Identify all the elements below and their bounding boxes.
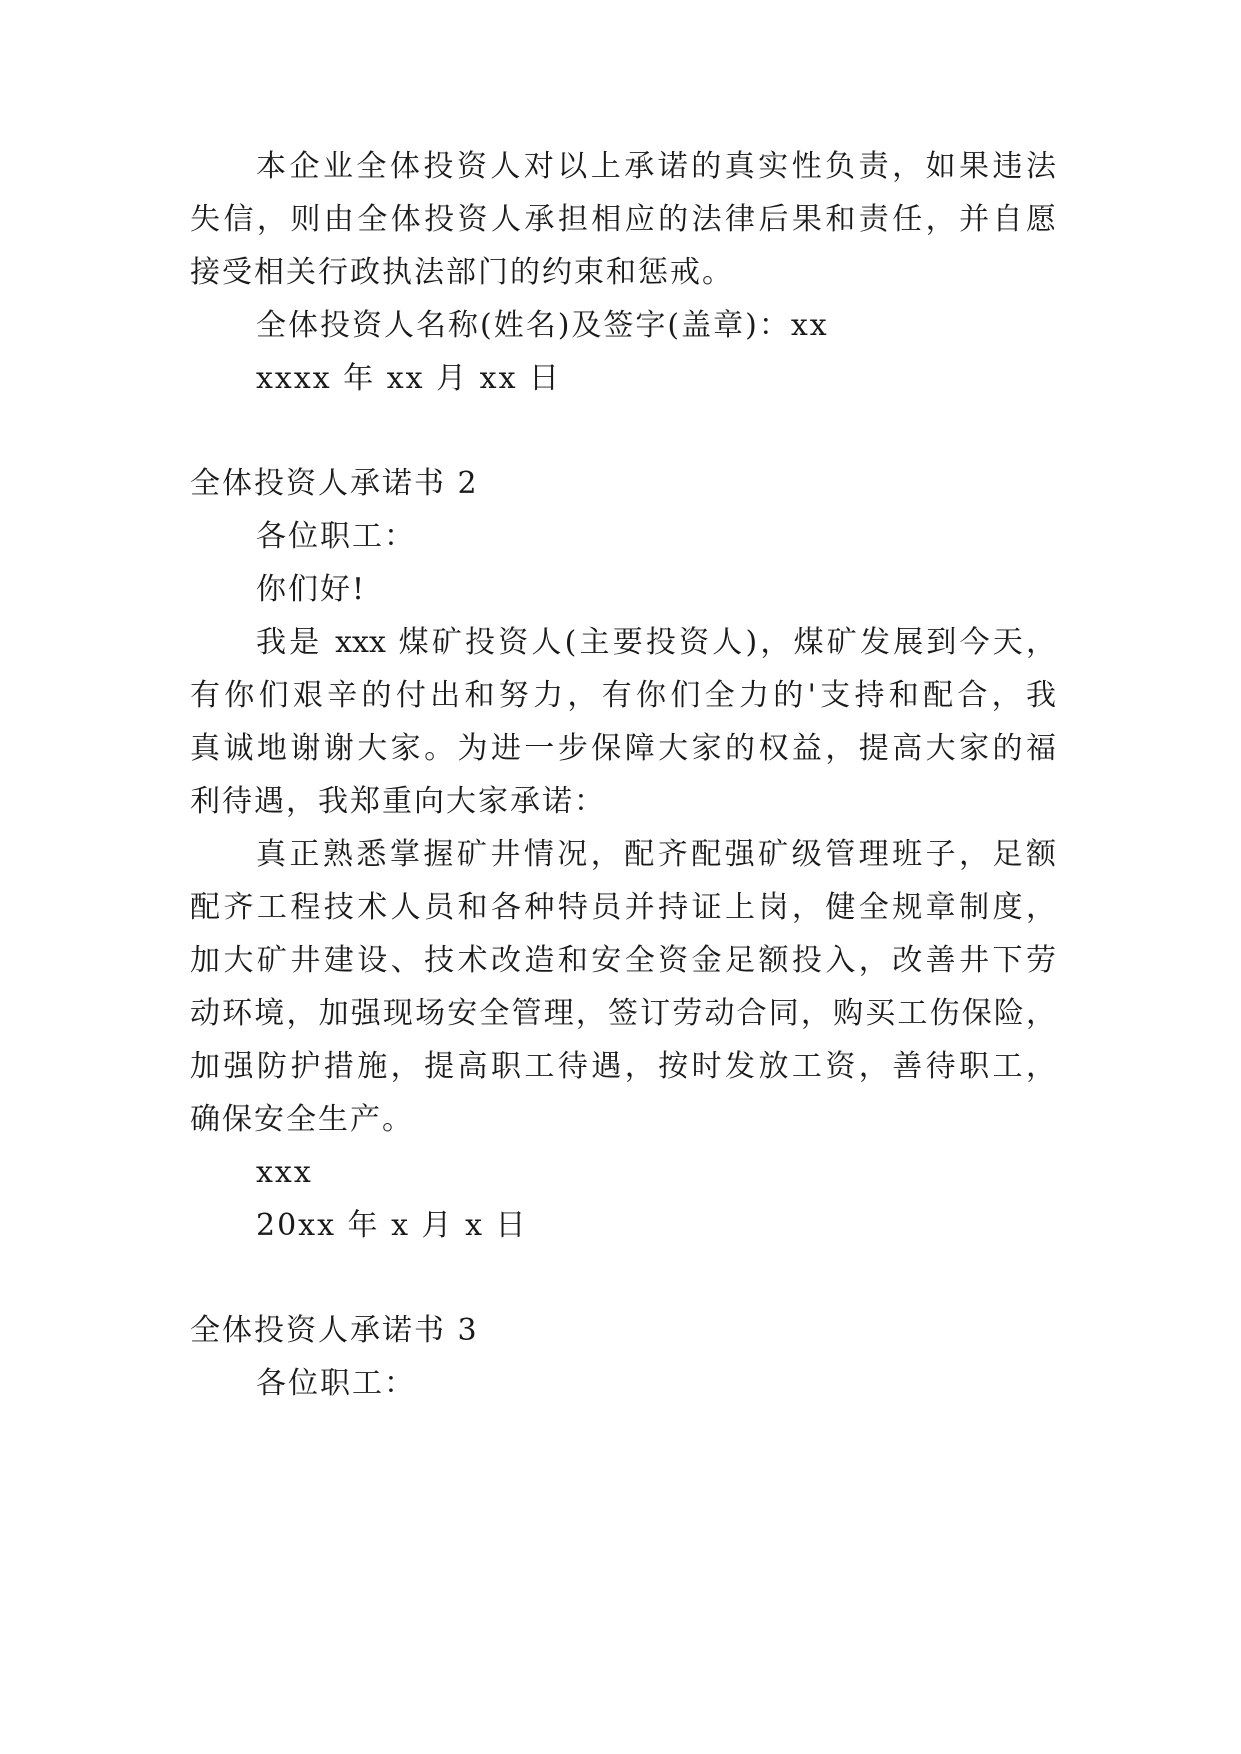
paragraph-line: 动环境，加强现场安全管理，签订劳动合同，购买工伤保险， [190,996,1056,1031]
paragraph-line: 真正熟悉掌握矿井情况，配齐配强矿级管理班子，足额 [256,837,1056,872]
salutation: 各位职工： [256,519,416,554]
paragraph-line: 加大矿井建设、技术改造和安全资金足额投入，改善井下劳 [190,943,1056,978]
salutation: 各位职工： [256,1366,416,1401]
paragraph-line: 加强防护措施，提高职工待遇，按时发放工资，善待职工， [190,1049,1056,1084]
paragraph-line: 利待遇，我郑重向大家承诺： [190,784,606,819]
paragraph-line: 接受相关行政执法部门的约束和惩戒。 [190,255,734,290]
signature-line: xxx [256,1155,313,1190]
section-title: 全体投资人承诺书 3 [190,1313,479,1348]
section-title: 全体投资人承诺书 2 [190,466,479,501]
greeting: 你们好! [256,572,367,607]
signature-line: 全体投资人名称(姓名)及签字(盖章)：xx [256,308,829,343]
date-line: 20xx 年 x 月 x 日 [256,1208,528,1243]
paragraph-line: 本企业全体投资人对以上承诺的真实性负责，如果违法 [256,149,1056,184]
date-line: xxxx 年 xx 月 xx 日 [256,361,562,396]
paragraph-line: 我是 xxx 煤矿投资人(主要投资人)，煤矿发展到今天， [256,625,1056,660]
paragraph-line: 真诚地谢谢大家。为进一步保障大家的权益，提高大家的福 [190,731,1056,766]
paragraph-line: 有你们艰辛的付出和努力，有你们全力的'支持和配合，我 [190,678,1056,713]
paragraph-line: 确保安全生产。 [190,1102,414,1137]
paragraph-line: 配齐工程技术人员和各种特员并持证上岗，健全规章制度， [190,890,1056,925]
paragraph-line: 失信，则由全体投资人承担相应的法律后果和责任，并自愿 [190,202,1056,237]
